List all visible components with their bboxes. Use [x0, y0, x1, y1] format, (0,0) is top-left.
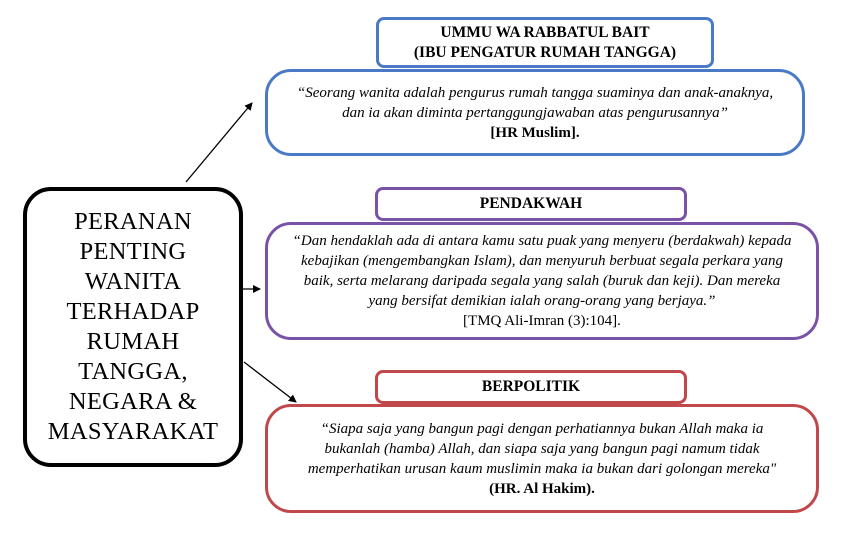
role-pendakwah-quote: “Dan hendaklah ada di antara kamu satu puak yang menyeru (berdakwah) kepada kebajikan (mengembangkan Islam), dan menyuruh berbuat segala perkara yang baik, serta melarang daripada segala yang salah (buruk dan keji). Dan mereka yang bersifat demikian ialah orang-orang yang berjaya.”: [292, 233, 792, 309]
role-berpolitik-quote: “Siapa saja yang bangun pagi dengan perhatiannya bukan Allah maka ia bukanlah (hamba) Allah, dan siapa saja yang bangun pagi namum tidak memperhatikan urusan kaum muslimin maka ia bukan dari golongan mereka": [307, 420, 777, 477]
role-ibu-pengatur-content: [265, 69, 805, 156]
role-pendakwah-heading: [375, 187, 687, 221]
role-berpolitik-content: [265, 404, 819, 513]
arrow-to-ibu-pengatur: [186, 103, 252, 182]
role-ibu-pengatur-heading: [376, 17, 714, 68]
role-berpolitik-heading-text: BERPOLITIK: [481, 378, 581, 395]
role-pendakwah-source: [TMQ Ali-Imran (3):104].: [463, 313, 621, 329]
role-ibu-pengatur-heading-text: UMMU WA RABBATUL BAIT (IBU PENGATUR RUMAH TANGGA): [413, 23, 677, 61]
role-pendakwah-content: [265, 222, 819, 340]
role-ibu-pengatur-source: [HR Muslim].: [490, 124, 580, 141]
central-topic-title: PERANAN PENTING WANITA TERHADAP RUMAH TANGGA, NEGARA & MASYARAKAT: [47, 208, 219, 445]
role-ibu-pengatur-quote: “Seorang wanita adalah pengurus rumah tangga suaminya dan anak-anaknya, dan ia akan diminta pertanggungjawaban atas pengurusannya”: [296, 84, 774, 121]
role-berpolitik-quote-wrap: [297, 419, 787, 499]
role-pendakwah-heading-text: PENDAKWAH: [479, 195, 583, 212]
role-berpolitik-heading: [375, 370, 687, 404]
central-topic-box: [23, 187, 243, 467]
role-berpolitik-source: (HR. Al Hakim).: [489, 480, 595, 497]
arrow-to-berpolitik: [244, 362, 296, 402]
